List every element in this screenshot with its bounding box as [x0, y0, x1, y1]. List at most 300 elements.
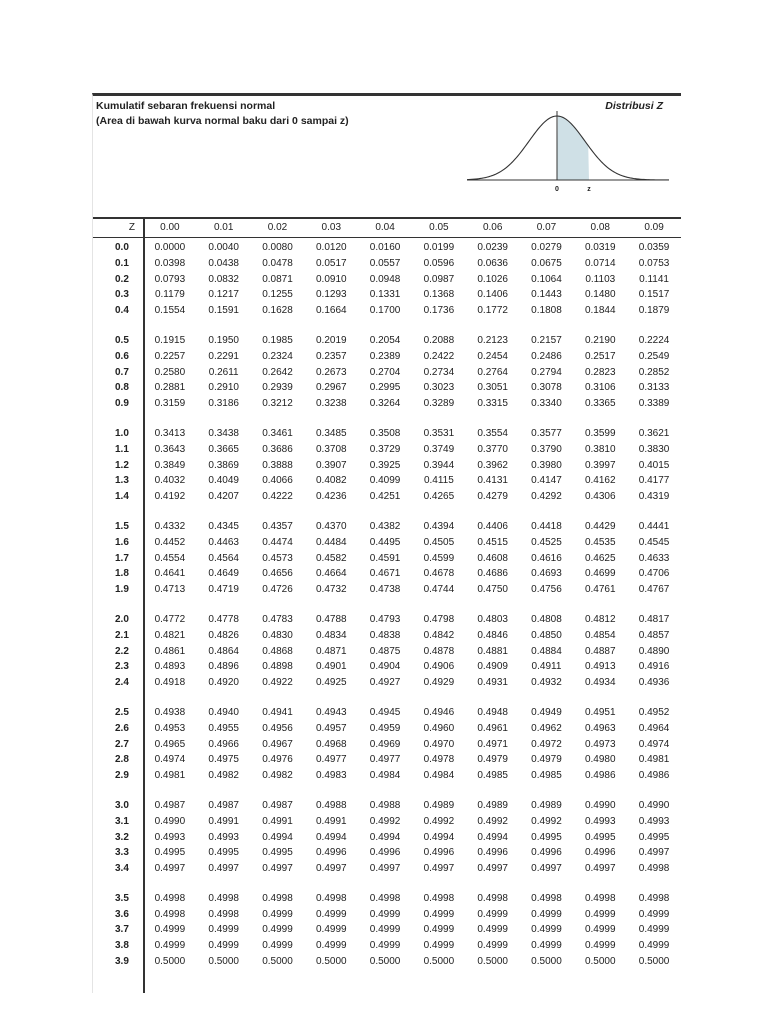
probability-cell: 0.4974	[154, 754, 186, 766]
probability-cell: 0.4997	[423, 863, 455, 875]
z-value-cell: 1.1	[115, 443, 129, 455]
probability-cell: 0.4706	[638, 568, 670, 580]
probability-cell: 0.1915	[154, 334, 186, 346]
column-header: 0.03	[321, 222, 342, 233]
probability-cell: 0.1664	[315, 305, 347, 317]
probability-cell: 0.4976	[262, 754, 293, 766]
probability-cell: 0.4783	[262, 613, 293, 625]
probability-cell: 0.4969	[369, 738, 401, 750]
probability-cell: 0.3708	[315, 443, 347, 455]
probability-cell: 0.4996	[584, 847, 616, 859]
probability-cell: 0.4995	[584, 831, 616, 843]
probability-cell: 0.3770	[477, 443, 508, 455]
z-value-cell: 3.1	[115, 815, 129, 827]
probability-cell: 0.2939	[262, 382, 293, 394]
probability-cell: 0.4999	[477, 908, 508, 920]
probability-cell: 0.4987	[262, 799, 293, 811]
probability-cell: 0.4992	[477, 815, 508, 827]
probability-cell: 0.4999	[262, 940, 293, 952]
probability-cell: 0.3577	[531, 427, 562, 439]
probability-cell: 0.2734	[423, 366, 455, 378]
probability-cell: 0.1554	[154, 305, 186, 317]
probability-cell: 0.4981	[154, 770, 186, 782]
table-row	[93, 303, 681, 319]
probability-cell: 0.4222	[262, 491, 293, 503]
probability-cell: 0.4995	[262, 847, 293, 859]
z-value-cell: 3.8	[115, 940, 129, 952]
column-header: 0.07	[536, 222, 557, 233]
table-row	[93, 272, 681, 288]
probability-cell: 0.1628	[262, 305, 293, 317]
group-spacer-row	[93, 877, 681, 891]
probability-cell: 0.1026	[477, 273, 508, 285]
probability-cell: 0.4982	[208, 770, 239, 782]
probability-cell: 0.4998	[208, 908, 239, 920]
column-header: 0.05	[429, 222, 449, 233]
probability-cell: 0.4826	[208, 629, 239, 641]
probability-cell: 0.4904	[369, 661, 401, 673]
probability-cell: 0.3485	[315, 427, 347, 439]
probability-cell: 0.4441	[638, 520, 670, 532]
z-value-cell: 0.8	[115, 382, 129, 394]
probability-cell: 0.2257	[154, 350, 186, 362]
probability-cell: 0.0040	[208, 242, 239, 253]
table-row	[93, 922, 681, 938]
probability-cell: 0.0948	[369, 273, 401, 285]
probability-cell: 0.5000	[584, 956, 616, 968]
probability-cell: 0.4977	[369, 754, 401, 766]
probability-cell: 0.3340	[531, 398, 562, 410]
probability-cell: 0.4965	[154, 738, 186, 750]
table-row	[93, 333, 681, 349]
table-row	[93, 240, 681, 256]
probability-cell: 0.1141	[639, 273, 669, 285]
probability-cell: 0.5000	[154, 956, 186, 968]
table-row	[93, 675, 681, 691]
probability-cell: 0.4999	[423, 924, 455, 936]
z-value-cell: 0.6	[115, 350, 129, 362]
z-value-cell: 0.0	[115, 242, 129, 253]
probability-cell: 0.4099	[369, 475, 401, 487]
probability-cell: 0.4997	[154, 863, 186, 875]
z-value-cell: 0.9	[115, 398, 129, 410]
probability-cell: 0.4656	[262, 568, 293, 580]
probability-cell: 0.2881	[154, 382, 186, 394]
probability-cell: 0.4177	[638, 475, 670, 487]
probability-cell: 0.1443	[531, 289, 562, 301]
probability-cell: 0.5000	[477, 956, 508, 968]
probability-cell: 0.4943	[315, 706, 347, 718]
probability-cell: 0.0987	[423, 273, 455, 285]
z-value-cell: 1.0	[115, 427, 129, 439]
table-row	[93, 644, 681, 660]
probability-cell: 0.4719	[208, 584, 239, 596]
probability-cell: 0.4972	[531, 738, 562, 750]
table-title: Kumulatif sebaran frekuensi normal	[96, 100, 276, 112]
probability-cell: 0.1217	[208, 289, 239, 301]
probability-cell: 0.2486	[531, 350, 562, 362]
z-table-body	[93, 236, 681, 970]
z-value-cell: 2.5	[115, 706, 129, 718]
probability-cell: 0.4744	[423, 584, 455, 596]
probability-cell: 0.4793	[369, 613, 401, 625]
probability-cell: 0.3365	[584, 398, 616, 410]
probability-cell: 0.4963	[584, 722, 616, 734]
probability-cell: 0.4994	[315, 831, 347, 843]
table-row	[93, 705, 681, 721]
probability-cell: 0.4991	[315, 815, 347, 827]
table-row	[93, 566, 681, 582]
probability-cell: 0.5000	[369, 956, 401, 968]
probability-cell: 0.4957	[315, 722, 347, 734]
z-value-cell: 2.7	[115, 738, 129, 750]
probability-cell: 0.4999	[262, 924, 293, 936]
probability-cell: 0.4934	[584, 677, 616, 689]
distribution-label: Distribusi Z	[605, 100, 663, 112]
z-column-header: Z	[128, 222, 135, 233]
probability-cell: 0.4982	[262, 770, 293, 782]
probability-cell: 0.4633	[638, 552, 670, 564]
probability-cell: 0.3133	[638, 382, 670, 394]
probability-cell: 0.4984	[369, 770, 401, 782]
probability-cell: 0.4999	[315, 940, 347, 952]
z-value-cell: 3.5	[115, 892, 129, 904]
probability-cell: 0.4975	[208, 754, 239, 766]
probability-cell: 0.4998	[638, 892, 670, 904]
probability-cell: 0.4960	[423, 722, 455, 734]
probability-cell: 0.4798	[423, 613, 455, 625]
probability-cell: 0.4738	[369, 584, 401, 596]
probability-cell: 0.4641	[154, 568, 186, 580]
group-spacer-row	[93, 691, 681, 705]
probability-cell: 0.4554	[154, 552, 186, 564]
probability-cell: 0.4992	[423, 815, 455, 827]
probability-cell: 0.5000	[638, 956, 670, 968]
probability-cell: 0.4192	[154, 491, 186, 503]
probability-cell: 0.0319	[584, 242, 616, 253]
z-value-cell: 3.6	[115, 908, 129, 920]
probability-cell: 0.4998	[369, 892, 401, 904]
probability-cell: 0.4772	[154, 613, 186, 625]
probability-cell: 0.4927	[369, 677, 401, 689]
z-value-cell: 1.8	[115, 568, 129, 580]
z-value-cell: 2.9	[115, 770, 129, 782]
probability-cell: 0.4236	[315, 491, 347, 503]
probability-cell: 0.4901	[315, 661, 347, 673]
probability-cell: 0.4967	[262, 738, 293, 750]
probability-cell: 0.2019	[315, 334, 347, 346]
probability-cell: 0.4983	[315, 770, 347, 782]
probability-cell: 0.4951	[584, 706, 616, 718]
probability-cell: 0.3907	[315, 459, 347, 471]
table-row	[93, 830, 681, 846]
z-value-cell: 2.1	[115, 629, 129, 641]
probability-cell: 0.4761	[584, 584, 616, 596]
probability-cell: 0.4998	[531, 892, 562, 904]
probability-cell: 0.4484	[315, 536, 347, 548]
probability-cell: 0.4066	[262, 475, 293, 487]
probability-cell: 0.4993	[638, 815, 670, 827]
probability-cell: 0.3810	[584, 443, 616, 455]
probability-cell: 0.0478	[262, 257, 293, 269]
probability-cell: 0.4868	[262, 645, 293, 657]
table-row	[93, 365, 681, 381]
table-row	[93, 519, 681, 535]
probability-cell: 0.4990	[638, 799, 670, 811]
probability-cell: 0.4973	[584, 738, 616, 750]
table-row	[93, 396, 681, 412]
probability-cell: 0.4999	[584, 908, 616, 920]
probability-cell: 0.4940	[208, 706, 239, 718]
probability-cell: 0.4995	[208, 847, 239, 859]
group-spacer-row	[93, 412, 681, 426]
probability-cell: 0.3749	[423, 443, 455, 455]
probability-cell: 0.0239	[477, 242, 508, 253]
probability-cell: 0.2190	[584, 334, 616, 346]
probability-cell: 0.4999	[315, 908, 347, 920]
probability-cell: 0.4207	[208, 491, 239, 503]
probability-cell: 0.4382	[369, 520, 401, 532]
z-value-cell: 3.4	[115, 863, 129, 875]
probability-cell: 0.3508	[369, 427, 401, 439]
probability-cell: 0.4812	[584, 613, 616, 625]
probability-cell: 0.4893	[154, 661, 186, 673]
probability-cell: 0.4986	[584, 770, 616, 782]
probability-cell: 0.4850	[531, 629, 562, 641]
probability-cell: 0.4857	[638, 629, 670, 641]
probability-cell: 0.4987	[154, 799, 186, 811]
probability-cell: 0.4977	[315, 754, 347, 766]
probability-cell: 0.0000	[154, 242, 186, 253]
probability-cell: 0.4999	[423, 908, 455, 920]
probability-cell: 0.4474	[262, 536, 293, 548]
z-value-cell: 2.8	[115, 754, 129, 766]
probability-cell: 0.4970	[423, 738, 455, 750]
probability-cell: 0.2995	[369, 382, 401, 394]
probability-cell: 0.2967	[315, 382, 347, 394]
probability-cell: 0.4808	[531, 613, 562, 625]
probability-cell: 0.4599	[423, 552, 455, 564]
column-header: 0.08	[590, 222, 610, 233]
probability-cell: 0.1808	[531, 305, 562, 317]
probability-cell: 0.2549	[638, 350, 670, 362]
probability-cell: 0.4997	[262, 863, 293, 875]
probability-cell: 0.4406	[477, 520, 508, 532]
probability-cell: 0.4505	[423, 536, 455, 548]
probability-cell: 0.2454	[477, 350, 508, 362]
z-value-cell: 3.7	[115, 924, 129, 936]
probability-cell: 0.4931	[477, 677, 508, 689]
probability-cell: 0.1293	[315, 289, 347, 301]
probability-cell: 0.2704	[369, 366, 401, 378]
probability-cell: 0.3869	[208, 459, 239, 471]
probability-cell: 0.0714	[584, 257, 616, 269]
probability-cell: 0.0675	[531, 257, 562, 269]
probability-cell: 0.4952	[638, 706, 670, 718]
table-row	[93, 659, 681, 675]
probability-cell: 0.0398	[154, 257, 186, 269]
probability-cell: 0.4713	[154, 584, 186, 596]
z-value-cell: 2.0	[115, 613, 129, 625]
probability-cell: 0.4922	[262, 677, 293, 689]
probability-cell: 0.4306	[584, 491, 616, 503]
probability-cell: 0.3830	[638, 443, 670, 455]
probability-cell: 0.4999	[477, 924, 508, 936]
z-value-cell: 0.7	[115, 366, 129, 378]
probability-cell: 0.1736	[423, 305, 455, 317]
probability-cell: 0.4582	[315, 552, 347, 564]
probability-cell: 0.4911	[531, 661, 562, 673]
probability-cell: 0.4756	[531, 584, 562, 596]
probability-cell: 0.4998	[208, 892, 239, 904]
probability-cell: 0.2642	[262, 366, 293, 378]
z-value-cell: 3.3	[115, 847, 129, 859]
probability-cell: 0.4878	[423, 645, 455, 657]
probability-cell: 0.4573	[262, 552, 293, 564]
probability-cell: 0.2580	[154, 366, 186, 378]
group-spacer-row	[93, 505, 681, 519]
probability-cell: 0.4994	[477, 831, 508, 843]
probability-cell: 0.0832	[208, 273, 239, 285]
probability-cell: 0.4966	[208, 738, 239, 750]
probability-cell: 0.4985	[477, 770, 508, 782]
probability-cell: 0.2823	[584, 366, 616, 378]
z-value-cell: 2.3	[115, 661, 129, 673]
table-row	[93, 489, 681, 505]
probability-cell: 0.4999	[584, 924, 616, 936]
probability-cell: 0.5000	[423, 956, 455, 968]
table-row	[93, 861, 681, 877]
probability-cell: 0.4995	[531, 831, 562, 843]
probability-cell: 0.4959	[369, 722, 401, 734]
probability-cell: 0.4887	[584, 645, 616, 657]
probability-cell: 0.3413	[154, 427, 186, 439]
z-table	[93, 219, 681, 970]
probability-cell: 0.4999	[423, 940, 455, 952]
probability-cell: 0.4996	[423, 847, 455, 859]
probability-cell: 0.4896	[208, 661, 239, 673]
probability-cell: 0.4987	[208, 799, 239, 811]
probability-cell: 0.3531	[423, 427, 455, 439]
probability-cell: 0.1331	[369, 289, 401, 301]
probability-cell: 0.4732	[315, 584, 347, 596]
probability-cell: 0.4999	[369, 908, 401, 920]
normal-curve-illustration	[463, 106, 673, 196]
probability-cell: 0.2794	[531, 366, 562, 378]
table-row	[93, 954, 681, 970]
probability-cell: 0.4162	[584, 475, 616, 487]
probability-cell: 0.0438	[208, 257, 239, 269]
probability-cell: 0.4608	[477, 552, 508, 564]
probability-cell: 0.4932	[531, 677, 562, 689]
probability-cell: 0.4265	[423, 491, 455, 503]
probability-cell: 0.4357	[262, 520, 293, 532]
probability-cell: 0.4955	[208, 722, 239, 734]
probability-cell: 0.4564	[208, 552, 239, 564]
probability-cell: 0.0517	[315, 257, 347, 269]
probability-cell: 0.1064	[531, 273, 562, 285]
curve-label-z: z	[587, 186, 591, 193]
probability-cell: 0.0910	[315, 273, 347, 285]
probability-cell: 0.4964	[638, 722, 670, 734]
probability-cell: 0.3925	[369, 459, 401, 471]
probability-cell: 0.4999	[531, 908, 562, 920]
probability-cell: 0.4999	[154, 940, 186, 952]
probability-cell: 0.4678	[423, 568, 455, 580]
probability-cell: 0.3888	[262, 459, 293, 471]
probability-cell: 0.4345	[208, 520, 239, 532]
probability-cell: 0.1985	[262, 334, 293, 346]
probability-cell: 0.4996	[369, 847, 401, 859]
probability-cell: 0.3315	[477, 398, 508, 410]
probability-cell: 0.4993	[584, 815, 616, 827]
probability-cell: 0.4998	[154, 892, 186, 904]
probability-cell: 0.4980	[584, 754, 616, 766]
probability-cell: 0.4999	[477, 940, 508, 952]
probability-cell: 0.4803	[477, 613, 508, 625]
probability-cell: 0.3438	[208, 427, 239, 439]
table-row	[93, 551, 681, 567]
probability-cell: 0.4985	[531, 770, 562, 782]
probability-cell: 0.3944	[423, 459, 455, 471]
probability-cell: 0.4999	[208, 940, 239, 952]
table-row	[93, 798, 681, 814]
probability-cell: 0.4998	[262, 892, 293, 904]
probability-cell: 0.4990	[584, 799, 616, 811]
probability-cell: 0.4394	[423, 520, 455, 532]
z-value-cell: 2.6	[115, 722, 129, 734]
z-value-cell: 0.4	[115, 305, 129, 317]
probability-cell: 0.4671	[369, 568, 401, 580]
probability-cell: 0.4998	[315, 892, 347, 904]
probability-cell: 0.4925	[315, 677, 347, 689]
probability-cell: 0.4999	[208, 924, 239, 936]
probability-cell: 0.4999	[638, 924, 670, 936]
probability-cell: 0.4999	[584, 940, 616, 952]
probability-cell: 0.2517	[584, 350, 616, 362]
probability-cell: 0.1368	[423, 289, 455, 301]
probability-cell: 0.4881	[477, 645, 508, 657]
probability-cell: 0.4999	[315, 924, 347, 936]
curve-label-zero: 0	[555, 186, 559, 193]
probability-cell: 0.3264	[369, 398, 401, 410]
z-value-cell: 1.2	[115, 459, 129, 471]
probability-cell: 0.4989	[423, 799, 455, 811]
probability-cell: 0.4082	[315, 475, 347, 487]
probability-cell: 0.4463	[208, 536, 239, 548]
z-value-cell: 1.5	[115, 520, 129, 532]
table-row	[93, 891, 681, 907]
probability-cell: 0.4920	[208, 677, 239, 689]
probability-cell: 0.4861	[154, 645, 186, 657]
probability-cell: 0.4999	[154, 924, 186, 936]
table-row	[93, 938, 681, 954]
z-value-cell: 3.9	[115, 956, 129, 968]
probability-cell: 0.0279	[531, 242, 562, 253]
probability-cell: 0.4251	[369, 491, 401, 503]
probability-cell: 0.3686	[262, 443, 293, 455]
probability-cell: 0.3106	[584, 382, 616, 394]
probability-cell: 0.4625	[584, 552, 616, 564]
probability-cell: 0.4616	[531, 552, 562, 564]
probability-cell: 0.4941	[262, 706, 293, 718]
probability-cell: 0.4981	[638, 754, 670, 766]
probability-cell: 0.1179	[154, 289, 185, 301]
probability-cell: 0.4842	[423, 629, 455, 641]
probability-cell: 0.4525	[531, 536, 562, 548]
probability-cell: 0.4991	[208, 815, 239, 827]
probability-cell: 0.4332	[154, 520, 186, 532]
